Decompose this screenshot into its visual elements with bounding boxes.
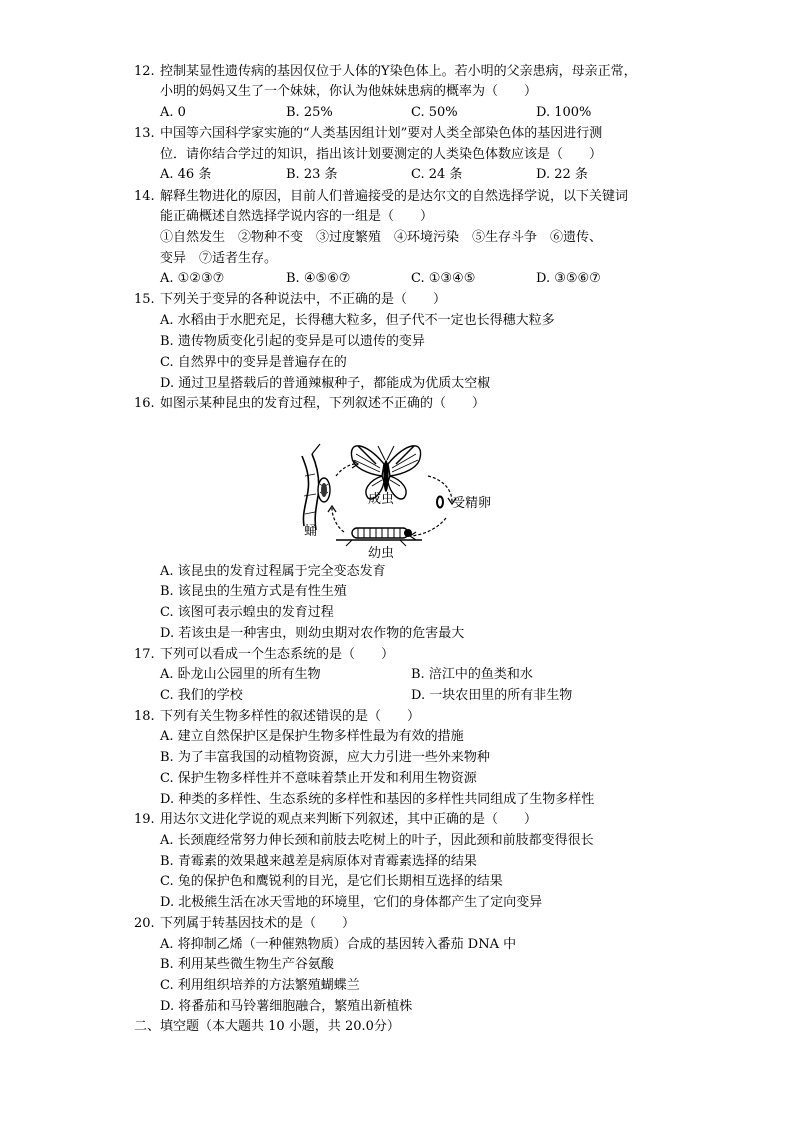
question-stem: 下列属于转基因技术的是（ ） bbox=[160, 916, 356, 931]
option-c: C. 该图可表示蝗虫的发育过程 bbox=[160, 605, 334, 620]
option-d: D. 若该虫是一种害虫，则幼虫期对农作物的危害最大 bbox=[160, 626, 465, 641]
option-b: B. ④⑤⑥⑦ bbox=[286, 271, 351, 286]
question-number: 20. bbox=[134, 916, 155, 931]
option-d: D. 通过卫星搭载后的普通辣椒种子，都能成为优质太空椒 bbox=[160, 376, 491, 391]
option-a: A. 46 条 bbox=[160, 167, 212, 182]
question-number: 12. bbox=[134, 64, 155, 79]
option-a: A. ①②③⑦ bbox=[160, 271, 225, 286]
question-stem: 控制某显性遗传病的基因仅位于人体的Y染色体上。若小明的父亲患病，母亲正常， bbox=[160, 64, 637, 79]
option-c: C. 50% bbox=[411, 105, 458, 120]
question-stem: 变异 ⑦适者生存。 bbox=[160, 251, 278, 266]
option-c: C. 24 条 bbox=[411, 167, 463, 182]
option-a: A. 将抑制乙烯（一种催熟物质）合成的基因转入番茄 DNA 中 bbox=[160, 937, 517, 952]
pupa-icon bbox=[318, 478, 330, 502]
option-c: C. 兔的保护色和鹰锐利的目光，是它们长期相互选择的结果 bbox=[160, 874, 503, 889]
question-number: 17. bbox=[134, 647, 155, 662]
question-stem: 用达尔文进化学说的观点来判断下列叙述，其中正确的是（ ） bbox=[160, 812, 538, 827]
option-d: D. 种类的多样性、生态系统的多样性和基因的多样性共同组成了生物多样性 bbox=[160, 792, 595, 807]
option-c: C. 利用组织培养的方法繁殖蝴蝶兰 bbox=[160, 978, 360, 993]
option-b: B. 青霉素的效果越来越差是病原体对青霉素选择的结果 bbox=[160, 854, 477, 869]
option-c: C. 保护生物多样性并不意味着禁止开发和利用生物资源 bbox=[160, 771, 477, 786]
option-b: B. 利用某些微生物生产谷氨酸 bbox=[160, 957, 334, 972]
option-c: C. ①③④⑤ bbox=[411, 271, 476, 286]
question-stem: 中国等六国科学家实施的“人类基因组计划”要对人类全部染色体的基因进行测 bbox=[160, 126, 603, 141]
option-c: C. 我们的学校 bbox=[160, 688, 243, 703]
option-b: B. 23 条 bbox=[286, 167, 338, 182]
option-d: D. 北极熊生活在冰天雪地的环境里，它们的身体都产生了定向变异 bbox=[160, 895, 543, 910]
option-a: A. 卧龙山公园里的所有生物 bbox=[160, 667, 321, 682]
adult-label: 成虫 bbox=[368, 492, 395, 507]
question-number: 15. bbox=[134, 292, 155, 307]
question-number: 14. bbox=[134, 189, 155, 204]
question-stem: 位．请你结合学过的知识，指出该计划要测定的人类染色体数应该是（ ） bbox=[160, 147, 603, 162]
option-b: B. 遗传物质变化引起的变异是可以遗传的变异 bbox=[160, 334, 425, 349]
larva-label: 幼虫 bbox=[368, 546, 395, 561]
option-d: D. 一块农田里的所有非生物 bbox=[411, 688, 573, 703]
question-number: 13. bbox=[134, 126, 155, 141]
question-stem: ①自然发生 ②物种不变 ③过度繁殖 ④环境污染 ⑤生存斗争 ⑥遗传、 bbox=[160, 230, 603, 245]
option-d: D. 22 条 bbox=[536, 167, 588, 182]
question-stem: 能正确概述自然选择学说内容的一组是（ ） bbox=[160, 209, 434, 224]
egg-icon bbox=[437, 497, 443, 508]
option-b: B. 为了丰富我国的动植物资源，应大力引进一些外来物种 bbox=[160, 750, 490, 765]
option-c: C. 自然界中的变异是普遍存在的 bbox=[160, 355, 347, 370]
question-stem: 下列关于变异的各种说法中，不正确的是（ ） bbox=[160, 292, 447, 307]
option-b: B. 该昆虫的生殖方式是有性生殖 bbox=[160, 584, 347, 599]
egg-label: 受精卵 bbox=[452, 496, 492, 511]
question-number: 16. bbox=[134, 396, 155, 411]
option-a: A. 长颈鹿经常努力伸长颈和前肢去吃树上的叶子，因此颈和前肢都变得很长 bbox=[160, 833, 594, 848]
option-d: D. ③⑤⑥⑦ bbox=[536, 271, 601, 286]
question-number: 18. bbox=[134, 709, 155, 724]
question-stem: 如图示某种昆虫的发育过程，下列叙述不正确的（ ） bbox=[160, 396, 486, 411]
option-d: D. 将番茄和马铃薯细胞融合，繁殖出新植株 bbox=[160, 999, 413, 1014]
question-stem: 小明的妈妈又生了一个妹妹，你认为他妹妹患病的概率为（ ） bbox=[160, 84, 538, 99]
option-a: A. 0 bbox=[160, 105, 186, 120]
insect-life-cycle-figure bbox=[296, 436, 502, 560]
question-stem: 下列可以看成一个生态系统的是（ ） bbox=[160, 647, 395, 662]
option-a: A. 水稻由于水肥充足，长得穗大粒多，但子代不一定也长得穗大粒多 bbox=[160, 313, 555, 328]
pupa-label: 蛹 bbox=[304, 524, 318, 539]
option-b: B. 涪江中的鱼类和水 bbox=[411, 667, 533, 682]
option-a: A. 该昆虫的发育过程属于完全变态发育 bbox=[160, 564, 386, 579]
option-b: B. 25% bbox=[286, 105, 333, 120]
section-heading: 二、填空题（本大题共 10 小题，共 20.0分） bbox=[134, 1019, 400, 1034]
option-a: A. 建立自然保护区是保护生物多样性最为有效的措施 bbox=[160, 729, 464, 744]
question-stem: 下列有关生物多样性的叙述错误的是（ ） bbox=[160, 709, 421, 724]
option-d: D. 100% bbox=[536, 105, 592, 120]
question-number: 19. bbox=[134, 812, 155, 827]
question-stem: 解释生物进化的原因，目前人们普遍接受的是达尔文的自然选择学说，以下关键词 bbox=[160, 189, 629, 204]
